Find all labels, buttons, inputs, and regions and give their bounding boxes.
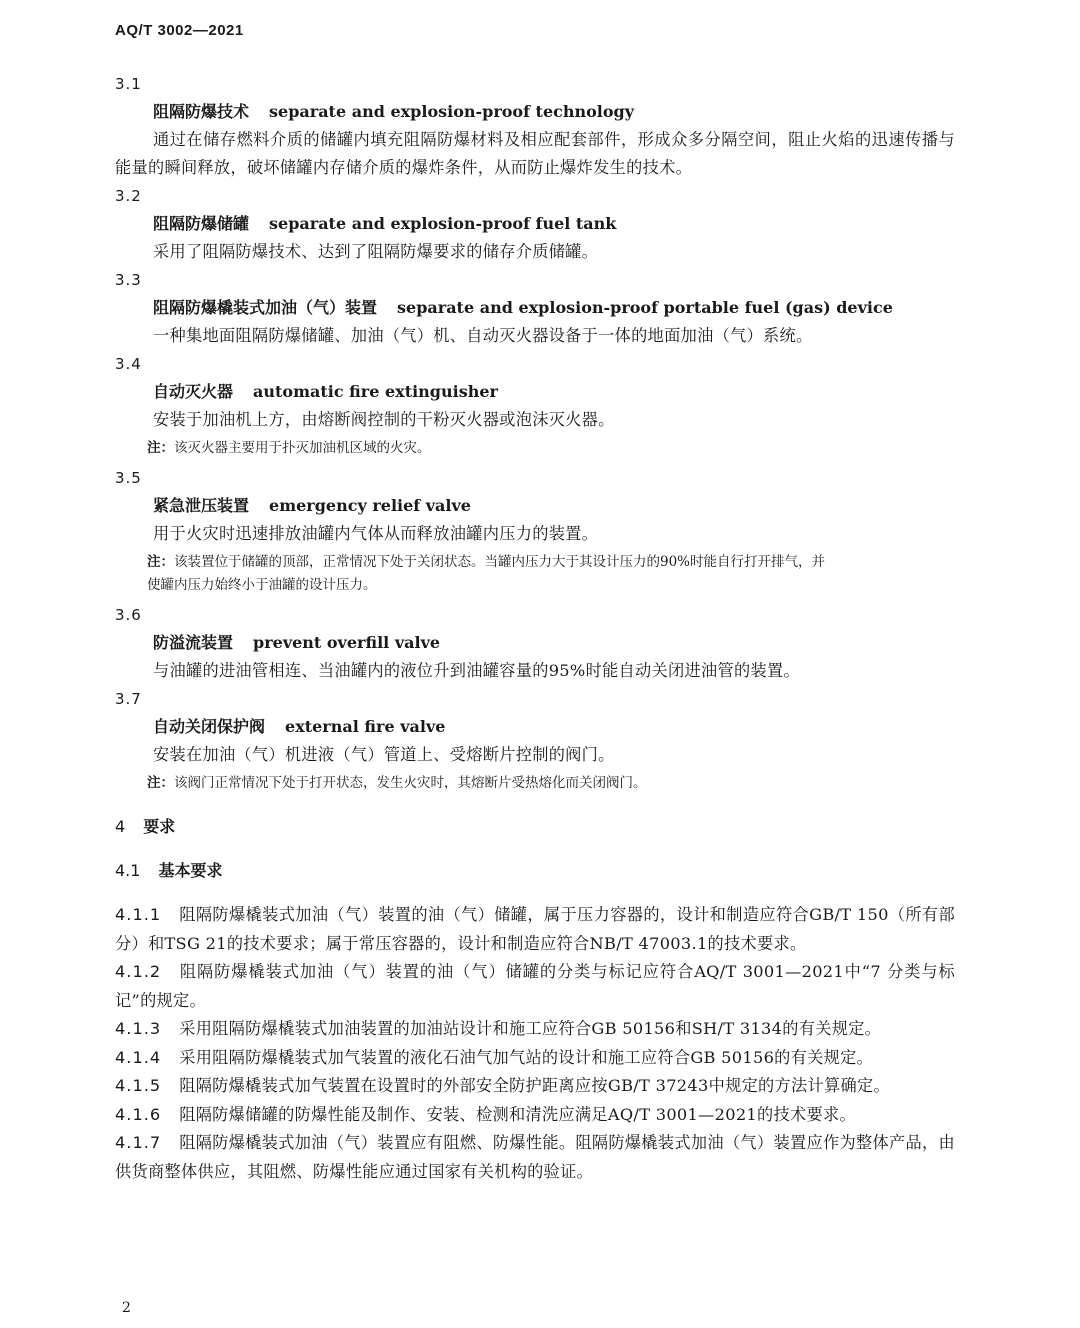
- section-title: 要求: [143, 817, 176, 836]
- clause: [115, 1129, 955, 1186]
- term-zh: 自动灭火器: [153, 382, 234, 401]
- term-note: [115, 437, 955, 460]
- term-number: 3.2: [115, 187, 142, 205]
- clause-number: 4.1.6: [115, 1104, 162, 1124]
- term-definition: 一种集地面阻隔防爆储罐、加油（气）机、自动灭火器设备于一体的地面加油（气）系统。: [153, 326, 813, 345]
- clause: [115, 1044, 955, 1073]
- term-number: 3.5: [115, 469, 142, 487]
- term-definition: 采用了阻隔防爆技术、达到了阻隔防爆要求的储存介质储罐。: [153, 242, 599, 261]
- note-label: 注：: [147, 554, 174, 570]
- clause-number: 4.1.5: [115, 1076, 162, 1095]
- term-definition: 安装于加油机上方，由熔断阀控制的干粉灭火器或泡沫灭火器。: [153, 410, 615, 429]
- note-text: 该装置位于储罐的顶部，正常情况下处于关闭状态。当罐内压力大于其设计压力的90%时能自行打开排气，并: [174, 554, 826, 570]
- term-zh: 防溢流装置: [153, 633, 234, 652]
- term-en: external fire valve: [285, 717, 446, 736]
- document-code-header: AQ/T 3002—2021: [115, 22, 244, 39]
- clause: [115, 958, 955, 1015]
- clause-text: 采用阻隔防爆橇装式加油装置的加油站设计和施工应符合GB 50156和SH/T 3134的有关规定。: [179, 1019, 882, 1038]
- term-title: [115, 713, 955, 741]
- subsection-number: 4.1: [115, 861, 141, 880]
- term-definition: 通过在储存燃料介质的储罐内填充阻隔防爆材料及相应配套部件，形成众多分隔空间，阻止火焰的迅速传播与能量的瞬间释放，破坏储罐内存储介质的爆炸条件，从而防止爆炸发生的技术。: [115, 130, 955, 177]
- subsection-title: 基本要求: [158, 861, 223, 880]
- clause: [115, 1015, 955, 1044]
- term-zh: 紧急泄压装置: [153, 496, 250, 515]
- section-heading: [115, 813, 955, 841]
- term-note: [115, 551, 955, 597]
- clause-text: 阻隔防爆橇装式加油（气）装置的油（气）储罐的分类与标记应符合AQ/T 3001—2021中“7 分类与标记”的规定。: [115, 962, 955, 1010]
- term-title: [115, 378, 955, 406]
- term-definition: 与油罐的进油管相连、当油罐内的液位升到油罐容量的95%时能自动关闭进油管的装置。: [153, 661, 800, 680]
- term-title: [115, 492, 955, 520]
- term-number: 3.1: [115, 75, 142, 93]
- term-zh: 阻隔防爆技术: [153, 102, 250, 121]
- clause-number: 4.1.7: [115, 1133, 162, 1152]
- note-label: 注：: [147, 440, 174, 456]
- clause-text: 阻隔防爆橇装式加油（气）装置的油（气）储罐，属于压力容器的，设计和制造应符合GB/T 150（所有部分）和TSG 21的技术要求；属于常压容器的，设计和制造应符合NB/T 47003.1的技术要求。: [115, 905, 955, 953]
- clause: [115, 1101, 955, 1130]
- clause-text: 阻隔防爆橇装式加气装置在设置时的外部安全防护距离应按GB/T 37243中规定的方法计算确定。: [179, 1076, 890, 1095]
- clause-number: 4.1.4: [115, 1047, 162, 1067]
- term-en: emergency relief valve: [269, 496, 471, 515]
- note-label: 注：: [147, 775, 174, 791]
- note-text: 该灭火器主要用于扑灭加油机区域的火灾。: [174, 440, 431, 456]
- term-en: separate and explosion-proof fuel tank: [269, 214, 617, 233]
- clause-number: 4.1.3: [115, 1019, 162, 1038]
- term-en: separate and explosion-proof portable fuel (gas) device: [397, 298, 893, 317]
- clause: [115, 1072, 955, 1101]
- clause: [115, 901, 955, 958]
- clause-number: 4.1.2: [115, 962, 162, 981]
- term-title: [115, 98, 955, 126]
- term-title: [115, 629, 955, 657]
- term-number: 3.7: [115, 690, 142, 708]
- term-number: 3.3: [115, 271, 142, 289]
- term-title: [115, 210, 955, 238]
- term-definition: 安装在加油（气）机进液（气）管道上、受熔断片控制的阀门。: [153, 745, 615, 764]
- section-number: 4: [115, 817, 126, 836]
- clause-text: 采用阻隔防爆橇装式加气装置的液化石油气加气站的设计和施工应符合GB 50156的有关规定。: [179, 1047, 874, 1067]
- clause-text: 阻隔防爆储罐的防爆性能及制作、安装、检测和清洗应满足AQ/T 3001—2021的技术要求。: [179, 1104, 856, 1124]
- term-number: 3.6: [115, 606, 142, 624]
- term-title: [115, 294, 955, 322]
- term-zh: 自动关闭保护阀: [153, 717, 266, 736]
- page-body: [115, 70, 955, 1186]
- page-number: 2: [122, 1300, 131, 1316]
- note-text: 该阀门正常情况下处于打开状态，发生火灾时，其熔断片受热熔化而关闭阀门。: [174, 775, 647, 791]
- term-zh: 阻隔防爆橇装式加油（气）装置: [153, 298, 378, 317]
- clause-text: 阻隔防爆橇装式加油（气）装置应有阻燃、防爆性能。阻隔防爆橇装式加油（气）装置应作为整体产品，由供货商整体供应，其阻燃、防爆性能应通过国家有关机构的验证。: [115, 1133, 955, 1181]
- term-definition: 用于火灾时迅速排放油罐内气体从而释放油罐内压力的装置。: [153, 524, 599, 543]
- term-zh: 阻隔防爆储罐: [153, 214, 250, 233]
- subsection-heading: [115, 857, 955, 885]
- note-text-continued: 使罐内压力始终小于油罐的设计压力。: [147, 577, 377, 593]
- term-en: prevent overfill valve: [253, 633, 441, 652]
- term-note: [115, 772, 955, 795]
- clause-number: 4.1.1: [115, 905, 162, 924]
- term-number: 3.4: [115, 355, 142, 373]
- term-en: automatic fire extinguisher: [253, 382, 498, 401]
- term-en: separate and explosion-proof technology: [269, 102, 635, 121]
